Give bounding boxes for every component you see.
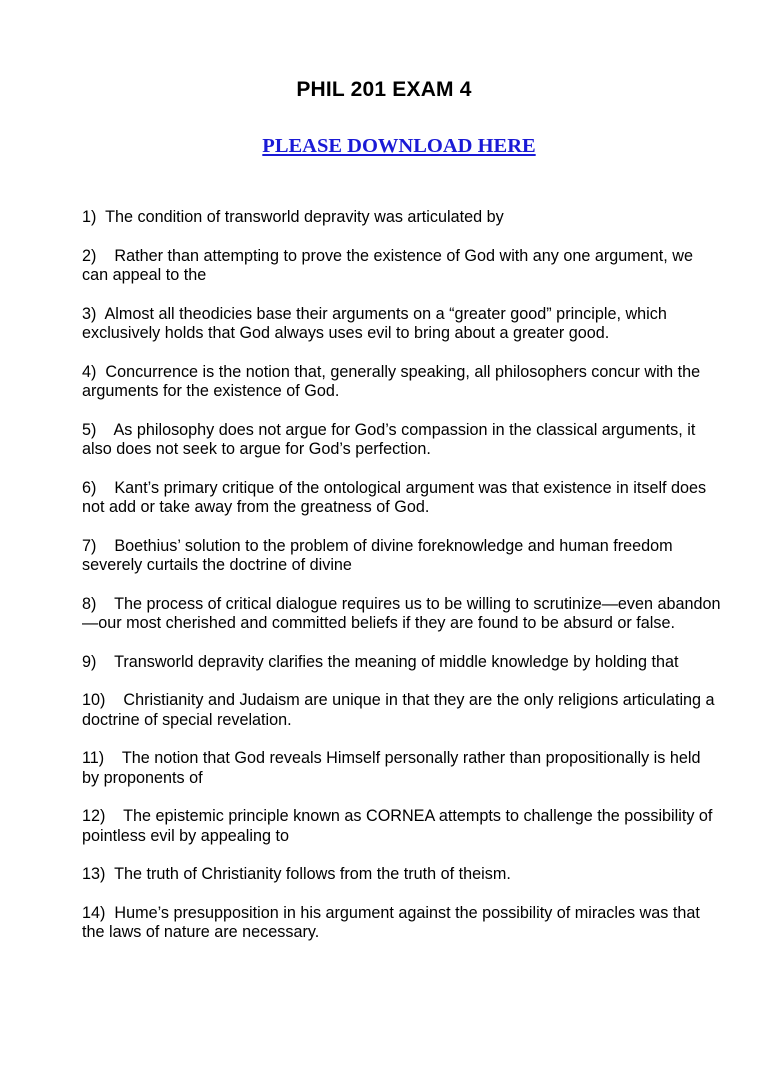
question-item: 12) The epistemic principle known as CORNEA attempts to challenge the possibility of pointless evil by appealing to (82, 807, 717, 845)
question-item: 8) The process of critical dialogue requires us to be willing to scrutinize—even abandon—our most cherished and committed beliefs if they are found to be absurd or false. (82, 594, 721, 632)
question-list (82, 208, 722, 962)
document-title: PHIL 201 EXAM 4 (296, 78, 472, 101)
question-item: 11) The notion that God reveals Himself personally rather than propositionally is held by proponents of (82, 749, 705, 787)
question-item: 14) Hume’s presupposition in his argument against the possibility of miracles was that the laws of nature are necessary. (82, 903, 705, 941)
question-item: 3) Almost all theodicies base their arguments on a “greater good” principle, which exclusively holds that God always uses evil to bring about a greater good. (82, 304, 672, 342)
question-item: 13) The truth of Christianity follows from the truth of theism. (82, 865, 511, 883)
download-link[interactable]: PLEASE DOWNLOAD HERE (262, 135, 536, 157)
question-item: 1) The condition of transworld depravity was articulated by (82, 208, 504, 226)
question-item: 2) Rather than attempting to prove the existence of God with any one argument, we can appeal to the (82, 246, 698, 284)
question-item: 10) Christianity and Judaism are unique in that they are the only religions articulating a doctrine of special revelation. (82, 691, 720, 729)
question-item: 4) Concurrence is the notion that, generally speaking, all philosophers concur with the arguments for the existence of God. (82, 362, 705, 400)
question-item: 5) As philosophy does not argue for God’s compassion in the classical arguments, it also does not seek to argue for God’s perfection. (82, 420, 700, 458)
question-item: 9) Transworld depravity clarifies the meaning of middle knowledge by holding that (82, 652, 679, 671)
question-item: 6) Kant’s primary critique of the ontological argument was that existence in itself does not add or take away from the greatness of God. (82, 478, 711, 516)
question-item: 7) Boethius’ solution to the problem of divine foreknowledge and human freedom severely curtails the doctrine of divine (82, 536, 678, 574)
